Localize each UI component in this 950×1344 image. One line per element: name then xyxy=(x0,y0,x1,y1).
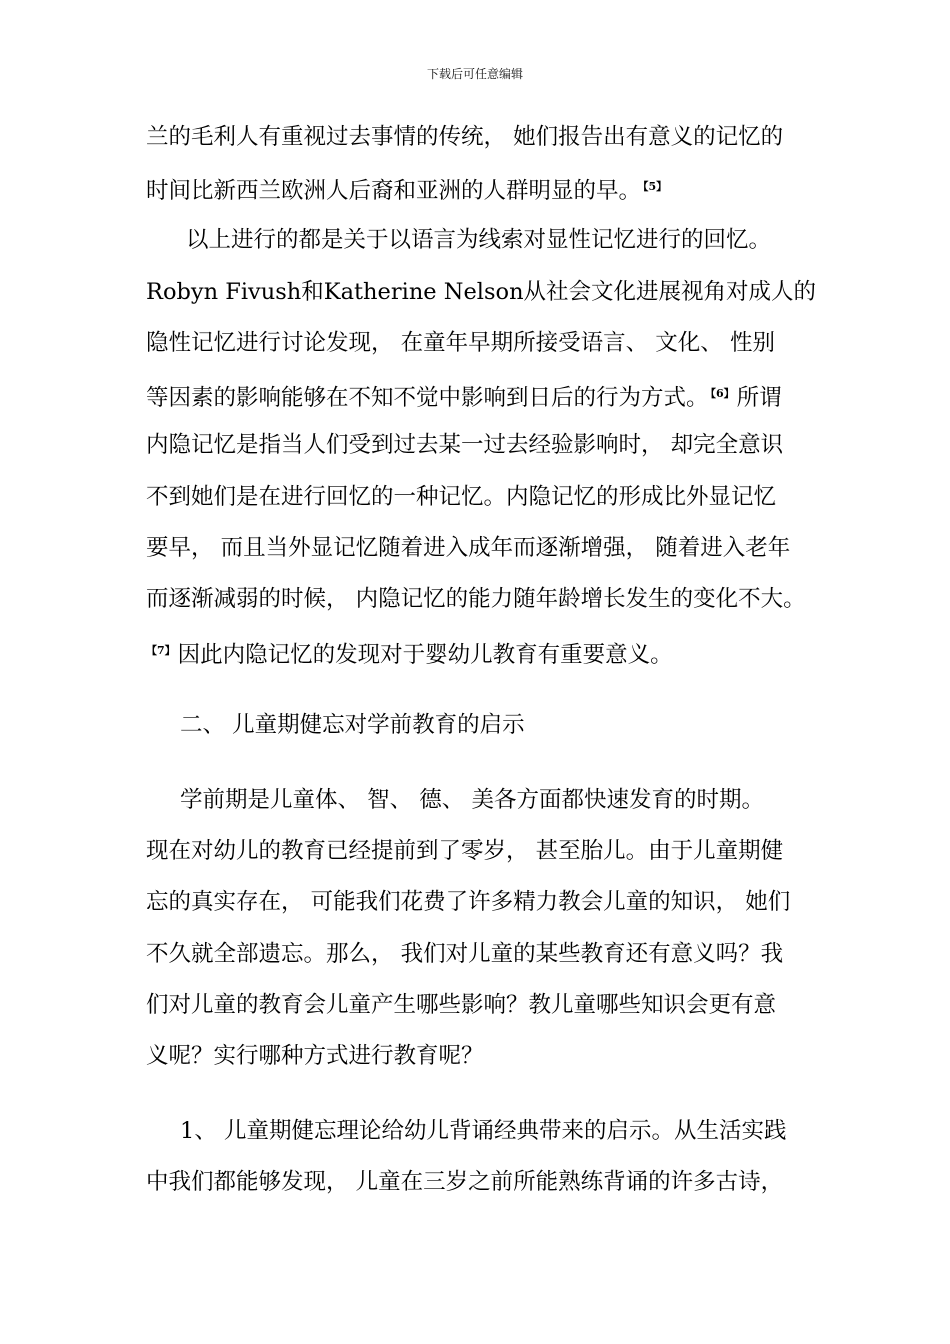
text-line: 要早， 而且当外显记忆随着进入成年而逐渐增强， 随着进入老年 xyxy=(146,535,791,561)
text-line: 以上进行的都是关于以语言为线索对显性记忆进行的回忆。 xyxy=(186,227,772,253)
text-line: Robyn Fivush和Katherine Nelson从社会文化进展视角对成人的 xyxy=(146,279,817,305)
text-line: 兰的毛利人有重视过去事情的传统， 她们报告出有意义的记忆的 xyxy=(146,124,784,150)
text-line: 学前期是儿童体、 智、 德、 美各方面都快速发育的时期。 xyxy=(180,787,764,813)
text-line: 而逐渐减弱的时候， 内隐记忆的能力随年龄增长发生的变化不大。 xyxy=(146,586,806,612)
text-line: 现在对幼儿的教育已经提前到了零岁， 甚至胎儿。由于儿童期健 xyxy=(146,838,784,864)
text-span: 等因素的影响能够在不知不觉中影响到日后的行为方式。 xyxy=(146,385,709,411)
citation-6: 【6】 xyxy=(710,387,735,400)
text-line: 不到她们是在进行回忆的一种记忆。内隐记忆的形成比外显记忆 xyxy=(146,484,777,510)
text-line: 们对儿童的教育会儿童产生哪些影响？教儿童哪些知识会更有意 xyxy=(146,992,777,1018)
section-heading: 二、 儿童期健忘对学前教育的启示 xyxy=(180,712,525,738)
citation-5: 【5】 xyxy=(643,180,668,193)
text-line: 忘的真实存在， 可能我们花费了许多精力教会儿童的知识， 她们 xyxy=(146,889,791,915)
text-line: 隐性记忆进行讨论发现， 在童年早期所接受语言、 文化、 性别 xyxy=(146,330,775,356)
text-line: 义呢？实行哪种方式进行教育呢？ xyxy=(146,1043,484,1069)
text-line: 1、 儿童期健忘理论给幼儿背诵经典带来的启示。从生活实践 xyxy=(180,1118,787,1144)
text-line: 内隐记忆是指当人们受到过去某一过去经验影响时， 却完全意识 xyxy=(146,432,784,458)
text-line xyxy=(146,172,669,206)
text-span: 因此内隐记忆的发现对于婴幼儿教育有重要意义。 xyxy=(177,642,673,668)
text-line: 中我们都能够发现， 儿童在三岁之前所能熟练背诵的许多古诗， xyxy=(146,1169,784,1195)
text-span: 所谓 xyxy=(736,385,782,411)
text-span: 时间比新西兰欧洲人后裔和亚洲的人群明显的早。 xyxy=(146,178,642,204)
page-header: 下载后可任意编辑 xyxy=(426,67,523,81)
text-line xyxy=(146,636,673,670)
text-line: 不久就全部遗忘。那么， 我们对儿童的某些教育还有意义吗？我 xyxy=(146,941,784,967)
text-line xyxy=(146,379,782,413)
citation-7: 【7】 xyxy=(146,644,176,657)
